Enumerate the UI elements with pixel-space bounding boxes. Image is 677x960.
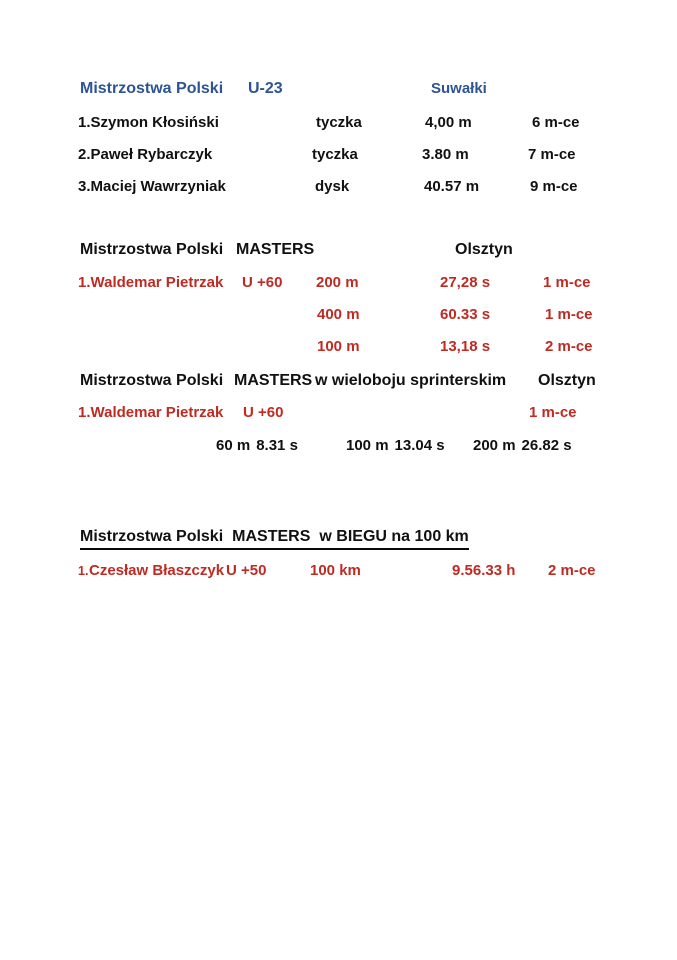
result-value: 60.33 s <box>440 306 491 323</box>
result-value: 9.56.33 h <box>452 562 516 579</box>
event-label: 200 m <box>316 274 359 291</box>
section-subtitle: w BIEGU na 100 km <box>319 528 469 545</box>
place-value: 9 m-ce <box>530 178 578 195</box>
result-value: 27,28 s <box>440 274 491 291</box>
split-item <box>216 437 298 455</box>
place-value: 2 m-ce <box>545 338 593 355</box>
event-label: dysk <box>315 178 350 195</box>
host-city-label: Olsztyn <box>455 241 513 258</box>
result-value: 8.31 s <box>256 437 298 454</box>
section-title: Mistrzostwa Polski <box>80 241 224 258</box>
host-city-label: Suwałki <box>431 80 487 97</box>
athlete-name: 1.Szymon Kłosiński <box>78 114 219 131</box>
event-label: 100 m <box>346 437 389 454</box>
section-title: Mistrzostwa Polski <box>80 372 224 389</box>
event-label: 100 m <box>317 338 360 355</box>
place-value: 1 m-ce <box>529 404 577 421</box>
result-value: 40.57 m <box>424 178 480 195</box>
section-title: Mistrzostwa Polski <box>80 80 224 97</box>
result-value: 26.82 s <box>521 437 572 454</box>
event-label: tyczka <box>312 146 358 163</box>
age-group-label: U +60 <box>243 404 284 421</box>
section-title-underlined <box>80 527 469 550</box>
event-label: tyczka <box>316 114 362 131</box>
athlete-name: 1.Waldemar Pietrzak <box>78 274 224 291</box>
athlete-name: 3.Maciej Wawrzyniak <box>78 178 226 195</box>
event-label: 400 m <box>317 306 360 323</box>
athlete-name: 1.Waldemar Pietrzak <box>78 404 224 421</box>
place-value: 1 m-ce <box>545 306 593 323</box>
athlete-name: Czesław Błaszczyk <box>89 562 225 579</box>
age-category-label: U-23 <box>248 80 283 97</box>
athlete-name: 2.Paweł Rybarczyk <box>78 146 213 163</box>
result-value: 13.04 s <box>394 437 445 454</box>
result-value: 3.80 m <box>422 146 469 163</box>
rank-number: 1. <box>78 564 89 578</box>
age-group-label: U +60 <box>242 274 283 291</box>
result-value: 4,00 m <box>425 114 472 131</box>
event-label: 200 m <box>473 437 516 454</box>
section-title: Mistrzostwa Polski <box>80 528 224 545</box>
split-item <box>473 437 572 455</box>
event-label: 100 km <box>310 562 361 579</box>
place-value: 2 m-ce <box>548 562 596 579</box>
section-subtitle: w wieloboju sprinterskim <box>315 372 507 389</box>
age-category-label: MASTERS <box>232 528 311 545</box>
age-group-label: U +50 <box>226 562 267 579</box>
place-value: 1 m-ce <box>543 274 591 291</box>
split-item <box>346 437 445 455</box>
event-label: 60 m <box>216 437 251 454</box>
place-value: 6 m-ce <box>532 114 580 131</box>
age-category-label: MASTERS <box>234 372 313 389</box>
host-city-label: Olsztyn <box>538 372 596 389</box>
age-category-label: MASTERS <box>236 241 315 258</box>
result-value: 13,18 s <box>440 338 491 355</box>
place-value: 7 m-ce <box>528 146 576 163</box>
